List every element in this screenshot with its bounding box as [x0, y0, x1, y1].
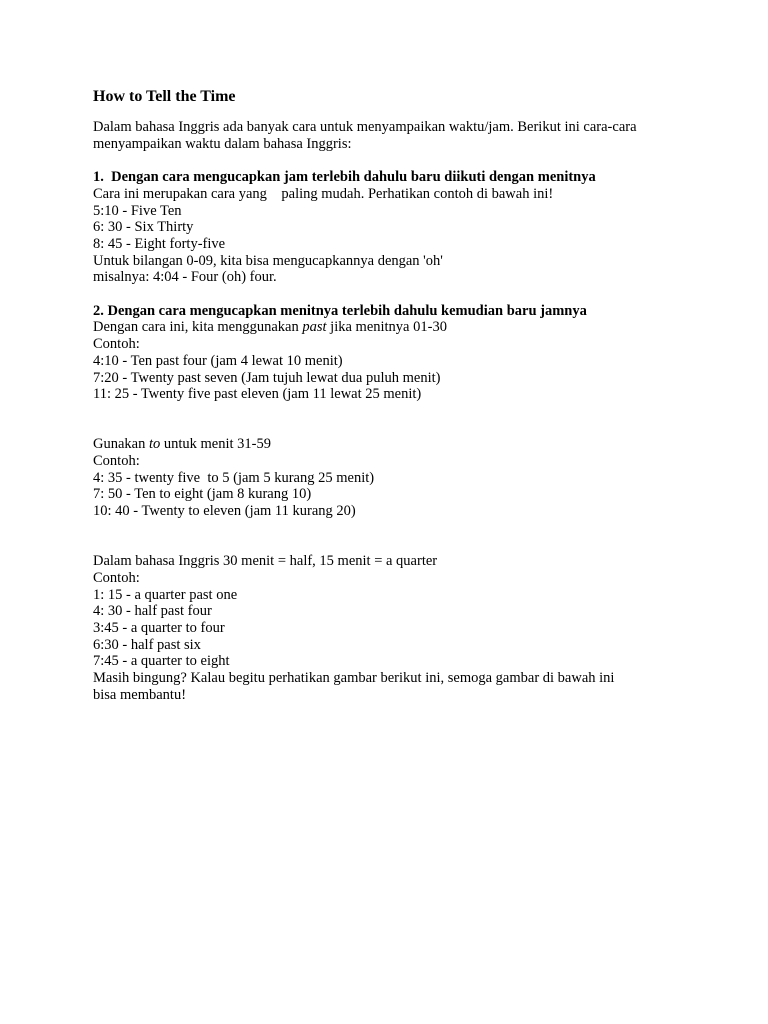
to-keyword: to [148, 436, 161, 453]
section-1-heading: 1. Dengan cara mengucapkan jam terlebih dahulu baru diikuti dengan menitnya [93, 169, 596, 186]
intro-line-2: menyampaikan waktu dalam bahasa Inggris: [93, 135, 352, 152]
past-example-line: 7:20 - Twenty past seven (Jam tujuh lewat dua puluh menit) [93, 369, 441, 386]
document-page [93, 87, 713, 704]
to-example-line: 4: 35 - twenty five to 5 (jam 5 kurang 25 menit) [93, 469, 375, 486]
spacer [93, 403, 713, 436]
past-rule-after: jika menitnya 01-30 [326, 319, 447, 336]
to-example-line: 7: 50 - Ten to eight (jam 8 kurang 10) [93, 486, 312, 503]
section-3-line: Contoh: [93, 569, 140, 586]
intro-paragraph [93, 119, 713, 152]
past-rule-line [93, 319, 713, 336]
past-keyword: past [302, 319, 327, 336]
past-rule-before: Dengan cara ini, kita menggunakan [93, 319, 303, 336]
to-rule-before: Gunakan [93, 436, 149, 453]
to-rule-after: untuk menit 31-59 [160, 436, 272, 453]
section-2 [93, 303, 713, 520]
spacer [93, 152, 713, 169]
section-1-line: 5:10 - Five Ten [93, 202, 182, 219]
spacer [93, 520, 713, 553]
section-1-line: 6: 30 - Six Thirty [93, 219, 194, 236]
section-3-line: 3:45 - a quarter to four [93, 620, 225, 637]
past-example-line: Contoh: [93, 336, 140, 353]
past-example-line: 4:10 - Ten past four (jam 4 lewat 10 menit) [93, 352, 343, 369]
document-title: How to Tell the Time [93, 88, 236, 105]
to-rule-line [93, 436, 713, 453]
section-3 [93, 553, 713, 703]
section-3-line: 4: 30 - half past four [93, 603, 212, 620]
past-example-line: 11: 25 - Twenty five past eleven (jam 11 lewat 25 menit) [93, 386, 422, 403]
section-3-line: 7:45 - a quarter to eight [93, 653, 230, 670]
section-1-line: misalnya: 4:04 - Four (oh) four. [93, 269, 277, 286]
section-1-line: Cara ini merupakan cara yang paling mudah. Perhatikan contoh di bawah ini! [93, 185, 554, 202]
section-1-line: 8: 45 - Eight forty-five [93, 235, 226, 252]
to-example-line: Contoh: [93, 453, 140, 470]
section-3-line: bisa membantu! [93, 686, 187, 703]
intro-line-1: Dalam bahasa Inggris ada banyak cara untuk menyampaikan waktu/jam. Berikut ini cara-cara [93, 119, 637, 135]
section-1 [93, 169, 713, 286]
spacer [93, 286, 713, 303]
section-3-line: 6:30 - half past six [93, 636, 201, 653]
section-3-line: 1: 15 - a quarter past one [93, 586, 238, 603]
section-3-line: Masih bingung? Kalau begitu perhatikan gambar berikut ini, semoga gambar di bawah ini [93, 670, 615, 687]
section-1-line: Untuk bilangan 0-09, kita bisa mengucapkannya dengan 'oh' [93, 252, 443, 269]
to-example-line: 10: 40 - Twenty to eleven (jam 11 kurang 20) [93, 503, 356, 520]
section-2-heading: 2. Dengan cara mengucapkan menitnya terlebih dahulu kemudian baru jamnya [93, 302, 587, 319]
section-3-line: Dalam bahasa Inggris 30 menit = half, 15 menit = a quarter [93, 553, 438, 570]
